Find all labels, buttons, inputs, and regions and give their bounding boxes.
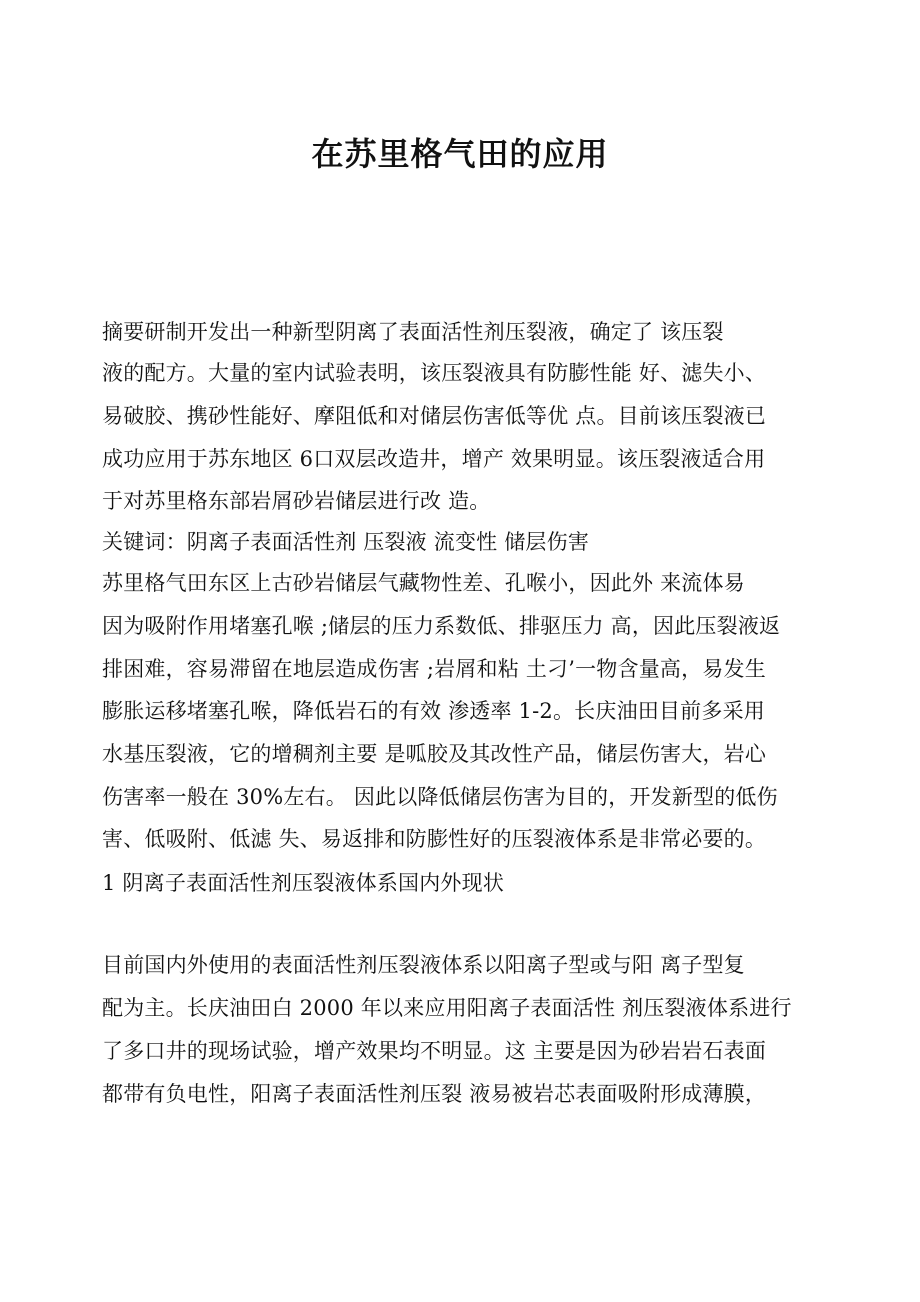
section-line: 目前国内外使用的表面活性剂压裂液体系以阳离子型或与阳 离子型复 [102, 953, 745, 977]
intro-line: 伤害率一般在 30%左右。 因此以降低储层伤害为目的，开发新型的低伤 [102, 785, 778, 809]
abstract-line: 成功应用于苏东地区 6口双层改造井，增产 效果明显。该压裂液适合用 [102, 447, 766, 471]
abstract-line: 于对苏里格东部岩屑砂岩储层进行改 造。 [102, 489, 491, 513]
intro-line: 水基压裂液，它的增稠剂主要 是呱胶及其改性产品，储层伤害大，岩心 [102, 742, 767, 766]
intro-line: 苏里格气田东区上古砂岩储层气藏物性差、孔喉小，因此外 来流体易 [102, 571, 745, 595]
section-line: 配为主。长庆油田白 2000 年以来应用阳离子表面活性 剂压裂液体系进行 [102, 996, 792, 1020]
intro-line: 排困难，容易滞留在地层造成伤害 ;岩屑和粘 土刁’一物含量高，易发生 [102, 657, 766, 681]
section-heading: 1 阴离子表面活性剂压裂液体系国内外现状 [102, 871, 505, 895]
section-line: 都带有负电性，阳离子表面活性剂压裂 液易被岩芯表面吸附形成薄膜， [102, 1082, 767, 1106]
document-title: 在苏里格气田的应用 [311, 135, 609, 173]
keywords-line: 关键词：阴离子表面活性剂 压裂液 流变性 储层伤害 [102, 530, 590, 554]
intro-line: 害、低吸附、低滤 失、易返排和防膨性好的压裂液体系是非常必要的。 [102, 827, 767, 851]
intro-line: 膨胀运移堵塞孔喉，降低岩石的有效 渗透率 1-2。长庆油田目前多采用 [102, 699, 765, 723]
intro-line: 因为吸附作用堵塞孔喉 ;储层的压力系数低、排驱压力 高，因此压裂液返 [102, 614, 781, 638]
section-line: 了多口井的现场试验，增产效果均不明显。这 主要是因为砂岩岩石表面 [102, 1039, 767, 1063]
abstract-line: 摘要研制开发出一种新型阴离了表面活性剂压裂液，确定了 该压裂 [102, 320, 724, 344]
abstract-line: 易破胶、携砂性能好、摩阻低和对储层伤害低等优 点。目前该压裂液已 [102, 404, 767, 428]
abstract-line: 液的配方。大量的室内试验表明，该压裂液具有防膨性能 好、滤失小、 [102, 361, 767, 385]
